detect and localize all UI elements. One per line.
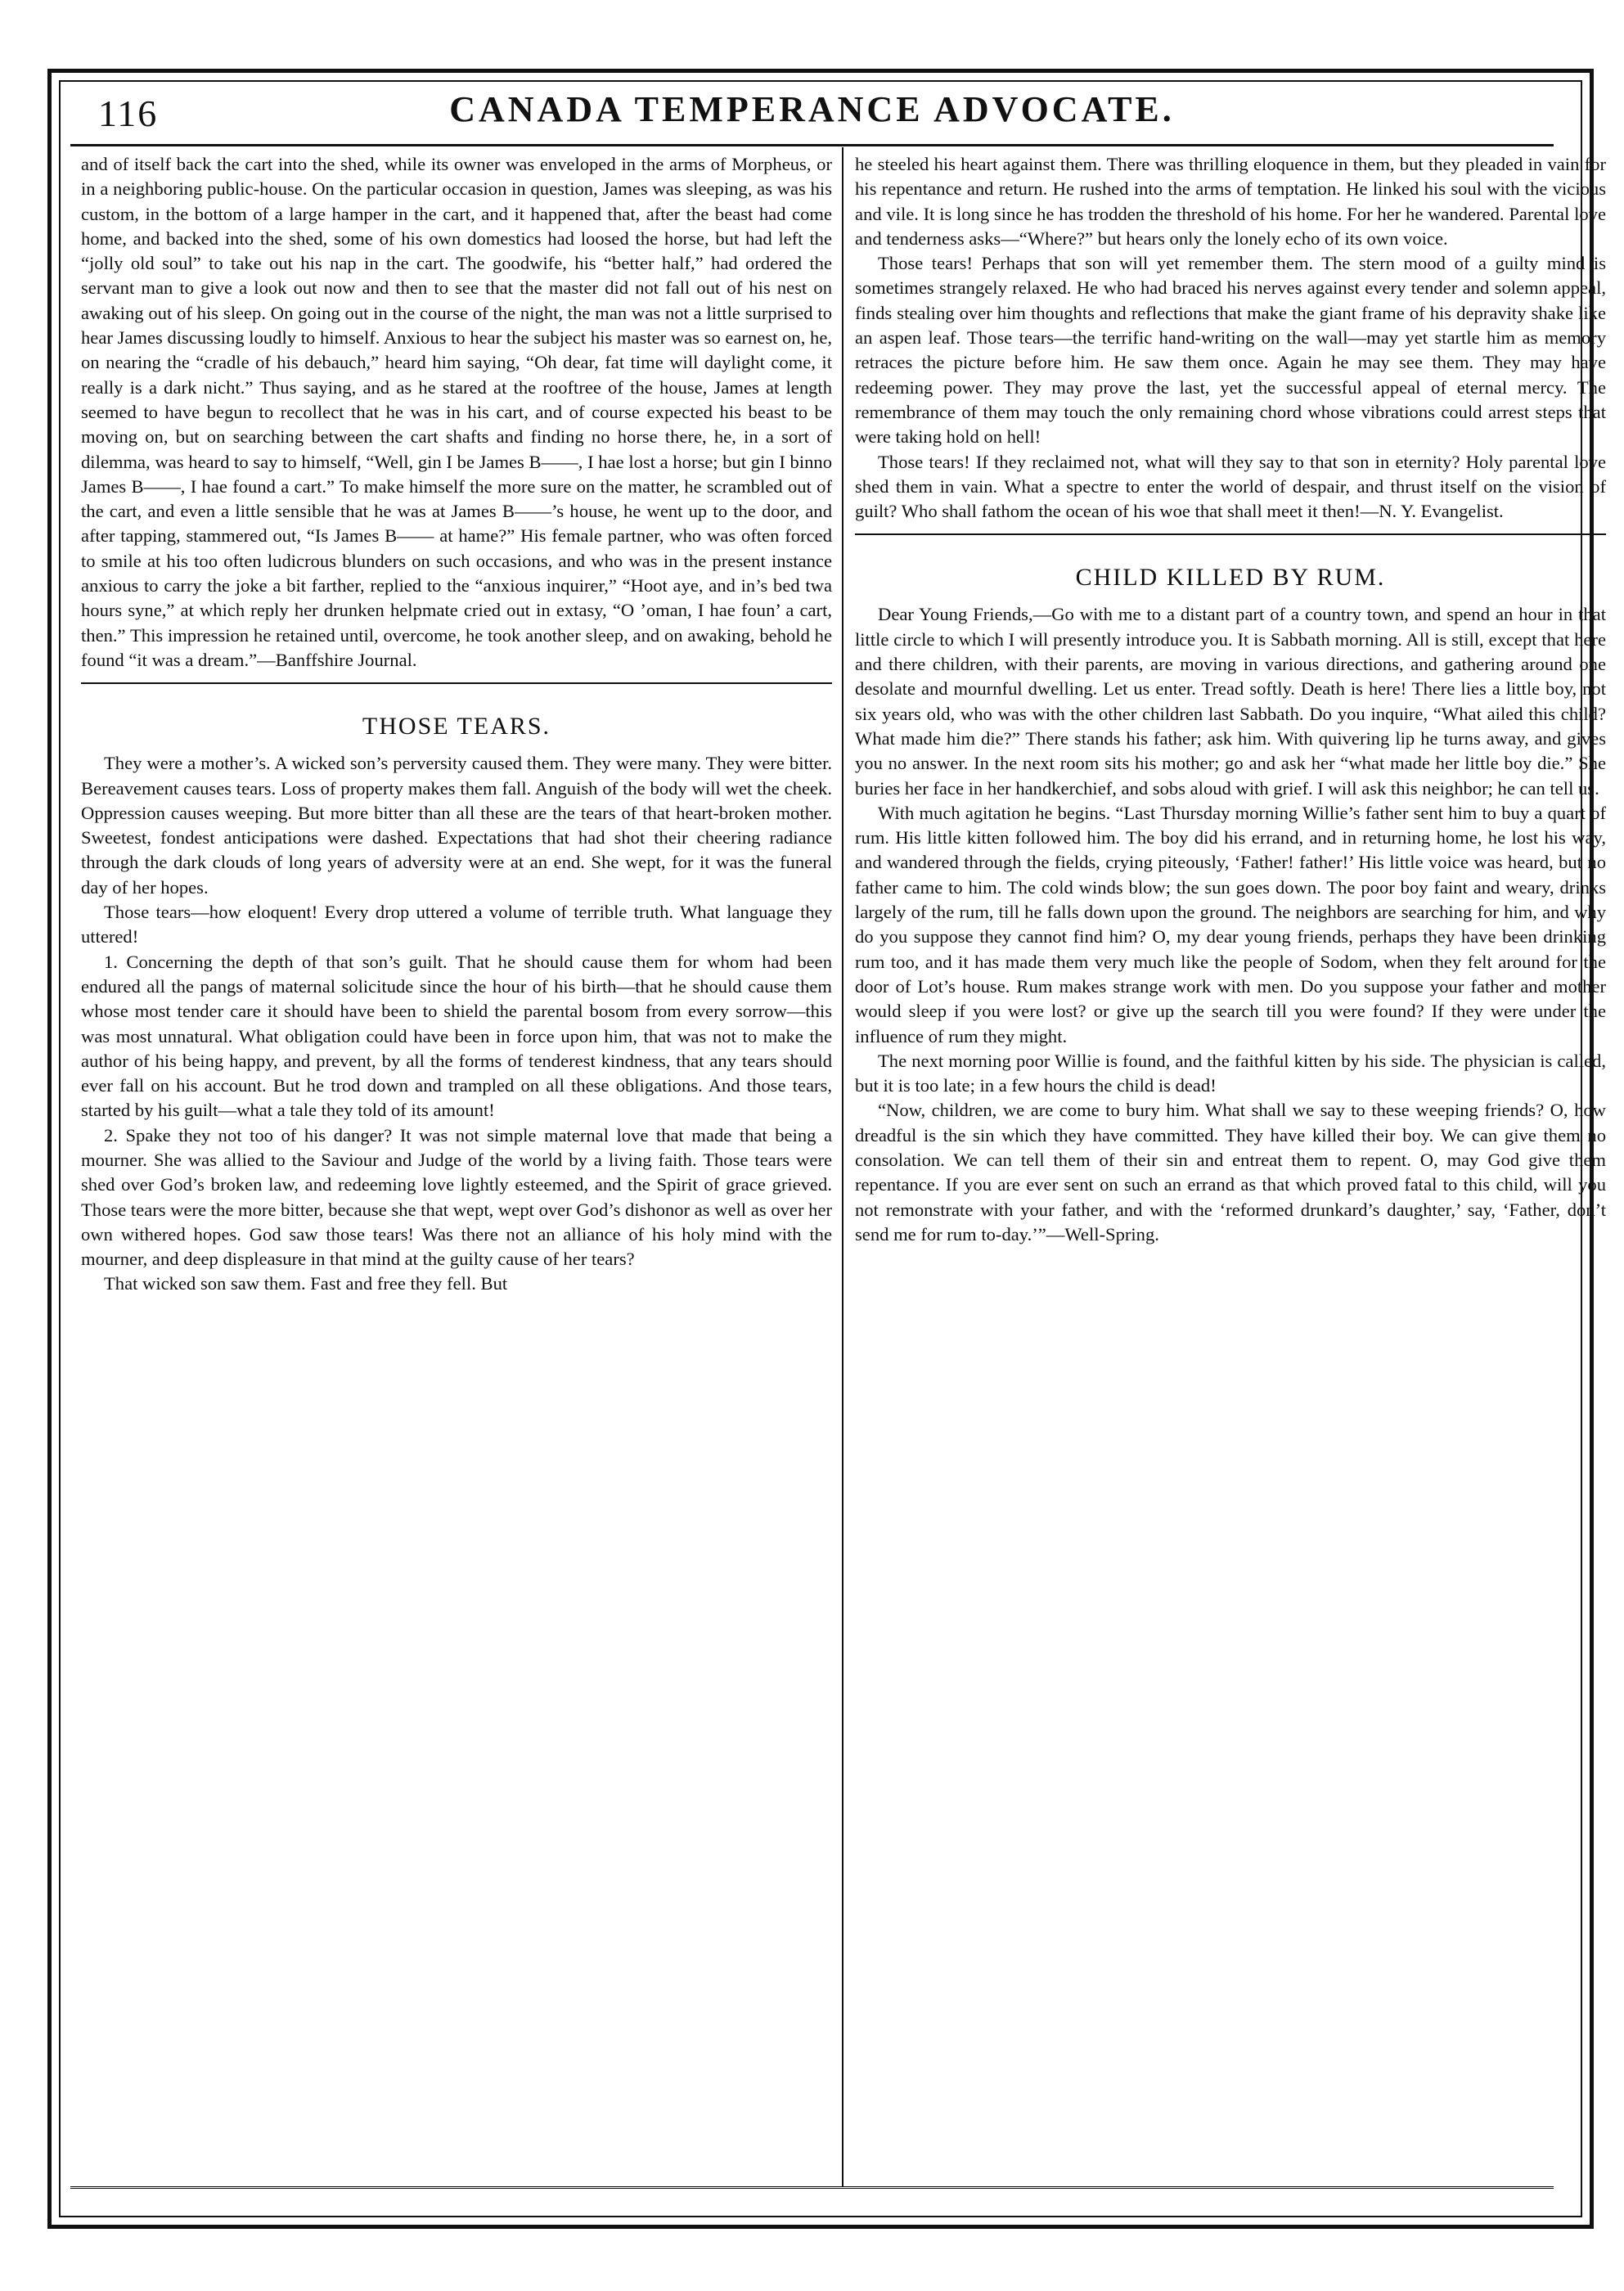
paragraph: Those tears! Perhaps that son will yet remember them. The stern mood of a guilty mind is sometimes strangely relaxed. He who had braced his nerves against every tender and solemn appeal, finds stealing over him thoughts and reflections that make the giant frame of his depravity shake like an aspen leaf. Those tears—the terrific hand-writing on the wall—may yet startle him as memory retraces the picture before him. He saw them once. Again he may see them. They may have redeeming power. They may prove the last, yet the successful appeal of eternal mercy. The remembrance of them may touch the only remaining chord whose vibrations could arrest steps that were taking hold on hell! — [855, 253, 1606, 448]
section-rule — [81, 682, 832, 684]
paragraph: 2. Spake they not too of his danger? It was not simple maternal love that made that being a mourner. She was allied to the Saviour and Judge of the world by a living faith. Those tears were shed over God’s broken law, and redeeming love lightly esteemed, and the Spirit of grace grieved. Those tears were the more bitter, because she that wept, wept over God’s dishonor as well as over her own withered hopes. God saw those tears! Was there not an alliance of his holy mind with the mourner, and deep displeasure in that mind at the guilty cause of her tears? — [81, 1124, 832, 1270]
page-number: 116 — [98, 92, 159, 134]
paragraph: and of itself back the cart into the shed, while its owner was enveloped in the arms of Morpheus, or in a neighboring public-house. On the particular occasion in question, James was sleeping, as was his custom, in the bottom of a large hamper in the cart, and it happened that, after the beast had come home, and backed into the shed, some of his own domestics had loosed the horse, but had left the “jolly old soul” to take out his nap in the cart. The goodwife, his “better half,” had ordered the servant man to give a look out now and then to see that the master did not fall out of his nest on awaking out of his sleep. On going out in the course of the night, the man was not a little surprised to hear James discussing loudly to himself. Anxious to hear the subject his master was so earnest on, he, on nearing the “cradle of his debauch,” heard him saying, “Oh dear, fat time will daylight come, it really is a dark nicht.” Thus saying, and as he stared at the rooftree of the house, James at length seemed to have begun to recollect that he was in his cart, and of course expected his beast to be moving on, but on searching between the cart shafts and finding no horse there, he, in a sort of dilemma, was heard to say to himself, “Well, gin I be James B——, I hae lost a horse; but gin I binno James B——, I hae found a cart.” To make himself the more sure on the matter, he scrambled out of the cart, and even a little sensible that he was at James B——’s house, he went up to the door, and after tapping, stammered out, “Is James B—— at hame?” His female partner, who was often forced to smile at his too often ludicrous blunders on such occasions, and who was in the present instance anxious to carry the joke a bit farther, replied to the “anxious inquirer,” “Hoot aye, and in’s bed twa hours syne,” at which reply her drunken helpmate cried out in extasy, “O ’oman, I hae foun’ a cart, then.” This impression he retained until, overcome, he took another sleep, and on awaking, behold he found “it was a dream.”—Banffshire Journal. — [81, 154, 832, 670]
paragraph: They were a mother’s. A wicked son’s perversity caused them. They were many. They were bitter. Bereavement causes tears. Loss of property makes them fall. Anguish of the body will wet the cheek. Oppression causes weeping. But more bitter than all these are the tears of that heart-broken mother. Sweetest, fondest anticipations were dashed. Expectations that had shot their cheering radiance through the dark clouds of long years of adversity were at an end. She wept, for it was the funeral day of her hopes. — [81, 753, 832, 898]
left-column — [81, 152, 832, 1297]
paragraph: That wicked son saw them. Fast and free they fell. But — [104, 1273, 508, 1294]
paragraph: Those tears—how eloquent! Every drop uttered a volume of terrible truth. What language they uttered! — [81, 902, 832, 947]
paragraph: “Now, children, we are come to bury him. What shall we say to these weeping friends? O, how dreadful is the sin which they have committed. They have killed their boy. We can give them no consolation. We can tell them of their sin and entreat them to repent. O, may God give them repentance. If you are ever sent on such an errand as that which proved fatal to this child, will you not remonstrate with your father, and with the ‘reformed drunkard’s daughter,’ say, ‘Father, don’t send me for rum to-day.’”—Well-Spring. — [855, 1100, 1606, 1245]
paragraph: Those tears! If they reclaimed not, what will they say to that son in eternity? Holy parental love shed them in vain. What a spectre to enter the world of despair, and thrust itself on the vision of guilt? Who shall fathom the ocean of his woe that shall meet it then!—N. Y. Evangelist. — [855, 451, 1606, 522]
article-heading: THOSE TEARS. — [362, 713, 551, 740]
paragraph: 1. Concerning the depth of that son’s guilt. That he should cause them for whom had been endured all the pangs of maternal solicitude since the hour of his birth—that he should cause them whose most tender care it should have been to shield the parental bosom from every sorrow—this was most unnatural. What obligation could have been in force upon him, that was not to make the author of his being happy, and prevent, by all the forms of tenderest kindness, that any tears should ever fall on his account. But he trod down and trampled on all these obligations. And those tears, started by his guilt—what a tale they told of its amount! — [81, 951, 832, 1121]
column-divider — [842, 147, 843, 2186]
running-title: CANADA TEMPERANCE ADVOCATE. — [449, 89, 1175, 129]
section-rule — [855, 533, 1606, 535]
paragraph: he steeled his heart against them. There was thrilling eloquence in them, but they pleaded in vain for his repentance and return. He rushed into the arms of temptation. He linked his soul with the vicious and vile. It is long since he has trodden the threshold of his home. For her he wandered. Parental love and tenderness asks—“Where?” but hears only the lonely echo of its own voice. — [855, 154, 1606, 249]
header-rule — [70, 144, 1554, 146]
paragraph: The next morning poor Willie is found, and the faithful kitten by his side. The physician is called, but it is too late; in a few hours the child is dead! — [855, 1050, 1606, 1096]
right-column — [855, 152, 1606, 1247]
paragraph: With much agitation he begins. “Last Thursday morning Willie’s father sent him to buy a quart of rum. His little kitten followed him. The boy did his errand, and in returning home, he lost his way, and wandered through the fields, crying piteously, ‘Father! father!’ His little voice was heard, but no father came to him. The cold winds blow; the sun goes down. The poor boy faint and weary, drinks largely of the rum, till he falls down upon the ground. The neighbors are searching for him, and why do you suppose they cannot find him? O, my dear young friends, perhaps they have been drinking rum too, and it has made them very much like the people of Sodom, when they felt around for the door of Lot’s house. Rum makes strange work with men. Do you suppose your father and mother would sleep if you were lost? or give up the search till you were found? If they were under the influence of rum they might. — [855, 802, 1606, 1046]
paragraph: Dear Young Friends,—Go with me to a distant part of a country town, and spend an hour in that little circle to which I will presently introduce you. It is Sabbath morning. All is still, except that here and there children, with their parents, are moving in various directions, and gathering around one desolate and mournful dwelling. Let us enter. Tread softly. Death is here! There lies a little boy, not six years old, who was with the other children last Sabbath. Do you inquire, “What ailed this child? What made him die?” There stands his father; ask him. With quivering lip he turns away, and gives you no answer. In the next room sits his mother; go and ask her “what made her little boy die.” She buries her face in her handkerchief, and sobs aloud with grief. I will ask this neighbor; he can tell us. — [855, 604, 1606, 799]
bottom-rule — [70, 2186, 1554, 2189]
article-heading: CHILD KILLED BY RUM. — [1075, 564, 1386, 592]
